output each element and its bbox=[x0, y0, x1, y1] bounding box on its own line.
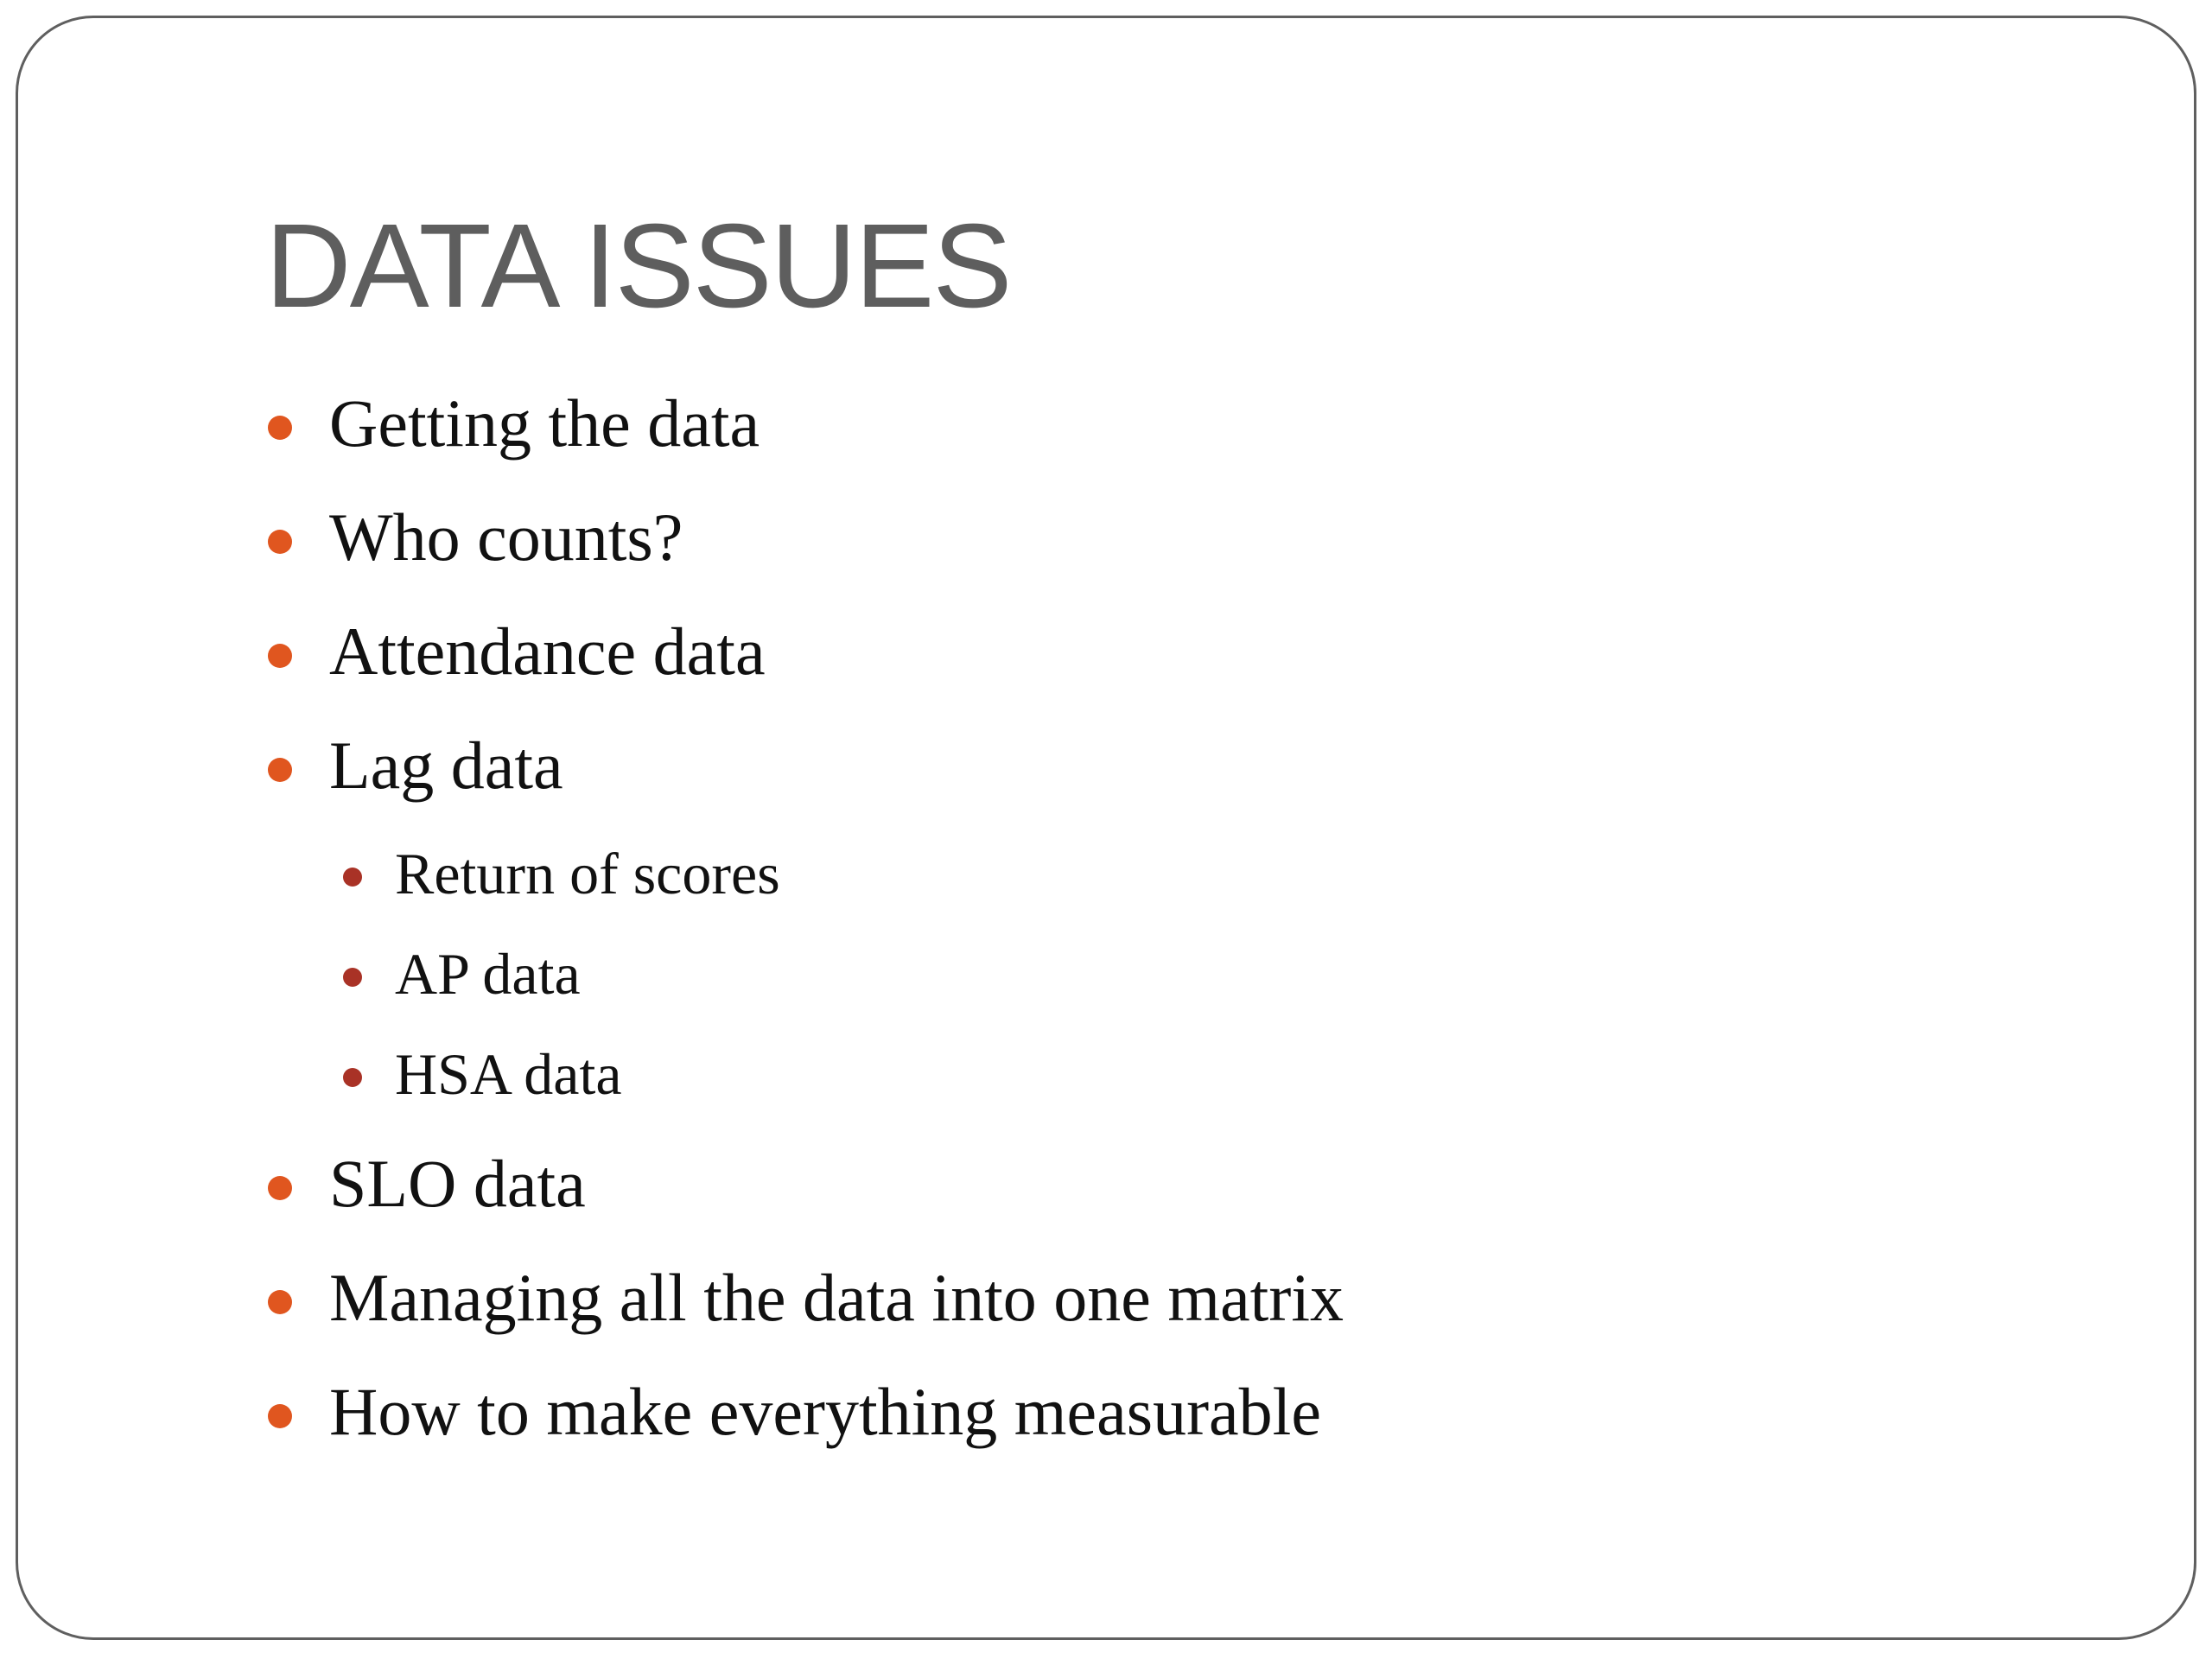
bullet-text: Attendance data bbox=[329, 613, 766, 689]
bullet-item bbox=[329, 728, 563, 803]
bullet-dot-icon bbox=[268, 758, 292, 782]
sub-bullet-item bbox=[395, 941, 581, 1007]
sub-bullet-item bbox=[395, 1041, 622, 1107]
sub-bullet-item bbox=[395, 841, 780, 906]
bullet-dot-icon bbox=[268, 416, 292, 440]
bullet-item bbox=[329, 385, 760, 461]
bullet-dot-icon bbox=[343, 1068, 362, 1087]
bullet-item bbox=[329, 499, 683, 575]
bullet-text: How to make everything measurable bbox=[329, 1374, 1321, 1449]
bullet-dot-icon bbox=[343, 968, 362, 987]
bullet-text: AP data bbox=[395, 941, 581, 1007]
bullet-text: Managing all the data into one matrix bbox=[329, 1260, 1344, 1335]
bullet-item bbox=[329, 1374, 1321, 1449]
slide bbox=[16, 16, 2196, 1640]
bullet-item bbox=[329, 613, 766, 689]
slide-title: DATA ISSUES bbox=[265, 200, 1011, 333]
bullet-item bbox=[329, 1146, 586, 1221]
bullet-dot-icon bbox=[268, 1290, 292, 1314]
bullet-text: SLO data bbox=[329, 1146, 586, 1221]
bullet-dot-icon bbox=[268, 644, 292, 668]
bullet-text: Who counts? bbox=[329, 499, 683, 575]
bullet-dot-icon bbox=[268, 1176, 292, 1200]
bullet-list bbox=[18, 18, 2194, 1637]
bullet-text: Getting the data bbox=[329, 385, 760, 461]
bullet-dot-icon bbox=[343, 868, 362, 887]
bullet-item bbox=[329, 1260, 1344, 1335]
bullet-text: Return of scores bbox=[395, 841, 780, 906]
bullet-dot-icon bbox=[268, 1404, 292, 1428]
bullet-dot-icon bbox=[268, 530, 292, 554]
bullet-text: Lag data bbox=[329, 728, 563, 803]
bullet-text: HSA data bbox=[395, 1041, 622, 1107]
